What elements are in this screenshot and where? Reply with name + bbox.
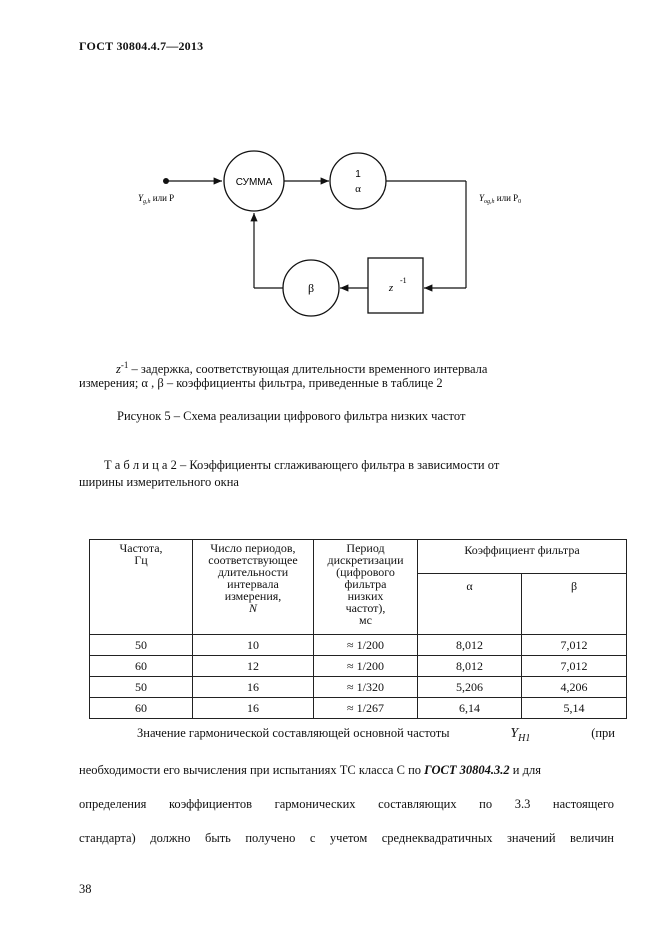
figure-caption: Рисунок 5 – Схема реализации цифрового фильтра низких частот bbox=[117, 409, 466, 423]
delay-block-z: z bbox=[388, 282, 394, 294]
table-row: 50 10 ≈ 1/200 8,012 7,012 bbox=[90, 635, 627, 656]
coefficients-table bbox=[89, 539, 627, 719]
document-header: ГОСТ 30804.4.7—2013 bbox=[79, 39, 204, 53]
header-beta: β bbox=[522, 574, 627, 635]
table-caption-line-2: ширины измерительного окна bbox=[79, 475, 239, 489]
output-label: $Y_{og,h}$ или $P_0$ bbox=[479, 193, 522, 205]
alpha-block-denominator: α bbox=[355, 183, 361, 195]
standard-reference: ГОСТ 30804.3.2 bbox=[424, 763, 510, 777]
legend-delay-text: – задержка, соответствующая длительности временного интервала bbox=[128, 362, 488, 377]
header-filter-coefficient: Коэффициент фильтра bbox=[418, 540, 627, 574]
paragraph-line-3: определения коэффициентов гармонических составляющих по 3.3 настоящего bbox=[79, 797, 614, 811]
delay-block bbox=[368, 258, 423, 313]
paragraph-line-4: стандарта) должно быть получено с учетом среднеквадратичных значений величин bbox=[79, 831, 614, 845]
legend-line-2: измерения; α , β – коэффициенты фильтра, приведенные в таблице 2 bbox=[79, 376, 443, 390]
header-sampling-period: Период дискретизации (цифрового фильтра низких частот), мс bbox=[314, 540, 418, 635]
alpha-block bbox=[330, 153, 386, 209]
alpha-block-numerator: 1 bbox=[355, 169, 361, 180]
header-alpha: α bbox=[418, 574, 522, 635]
legend-z-symbol: z bbox=[116, 362, 121, 377]
page-number: 38 bbox=[79, 882, 92, 896]
table-row: 60 12 ≈ 1/200 8,012 7,012 bbox=[90, 656, 627, 677]
paragraph-line-1: Значение гармонической составляющей основной частоты $Y_{H1}$ (при bbox=[137, 726, 615, 744]
table-row: 60 16 ≈ 1/267 6,14 5,14 bbox=[90, 698, 627, 719]
paragraph-line-2: необходимости его вычисления при испытаниях ТС класса С по ГОСТ 30804.3.2 и для bbox=[79, 763, 541, 777]
legend-z-exponent: -1 bbox=[120, 360, 129, 370]
input-label: $Y_{g,h}$ или P bbox=[138, 193, 175, 205]
beta-block-label: β bbox=[307, 281, 315, 295]
sum-block-label: СУММА bbox=[235, 177, 273, 188]
table-caption-line-1: Т а б л и ц а 2 – Коэффициенты сглаживающего фильтра в зависимости от bbox=[104, 458, 500, 472]
header-periods: Число периодов, соответствующее длительности интервала измерения, N bbox=[193, 540, 314, 635]
filter-block-diagram bbox=[0, 0, 661, 340]
header-frequency: Частота, Гц bbox=[90, 540, 193, 635]
table-row: 50 16 ≈ 1/320 5,206 4,206 bbox=[90, 677, 627, 698]
delay-block-exponent: -1 bbox=[400, 276, 407, 285]
